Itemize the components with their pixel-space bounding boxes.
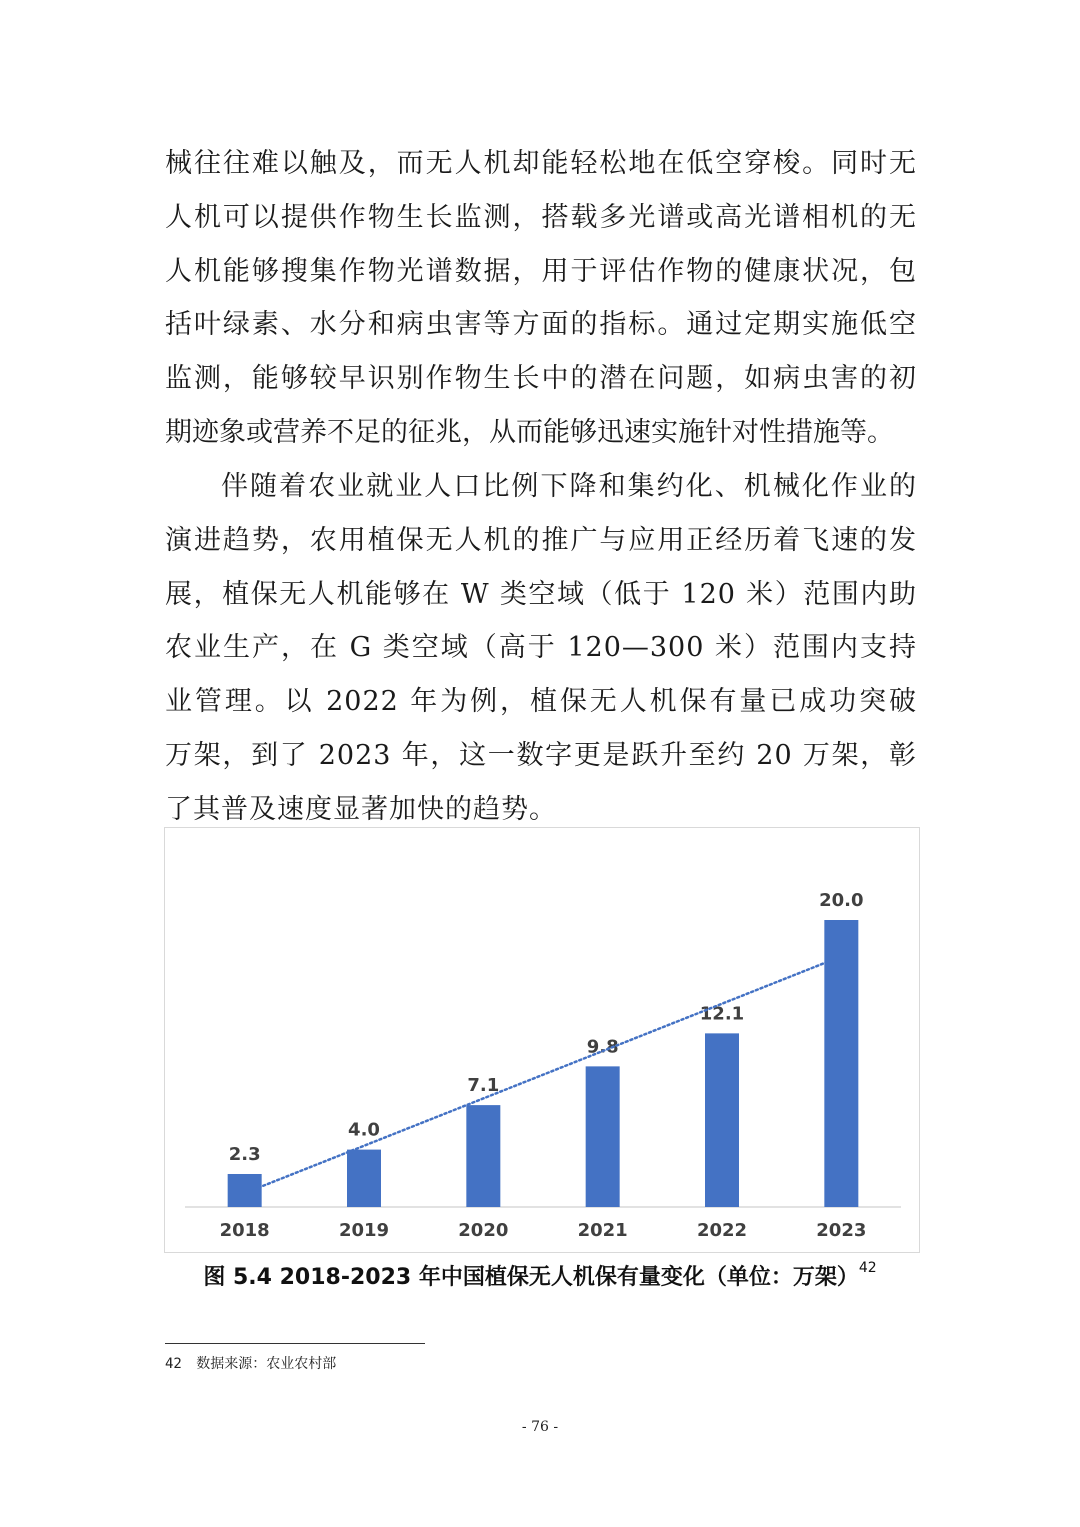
x-tick-label: 2020 bbox=[458, 1220, 509, 1241]
bar-value-label: 4.0 bbox=[348, 1119, 380, 1141]
footnote-number: 42 bbox=[165, 1356, 182, 1372]
text-line: 人机能够搜集作物光谱数据，用于评估作物的健康状况，包 bbox=[165, 255, 917, 287]
text-line: 监测，能够较早识别作物生长中的潜在问题，如病虫害的初 bbox=[165, 363, 917, 395]
bar-value-label: 20.0 bbox=[819, 890, 864, 911]
paragraph-2 bbox=[165, 460, 917, 837]
text-line: 伴随着农业就业人口比例下降和集约化、机械化作业的 bbox=[221, 471, 917, 502]
text-line: 展，植保无人机能够在 W 类空域（低于 120 米）范围内助 bbox=[165, 578, 917, 610]
bar-2018 bbox=[228, 1174, 262, 1207]
paragraph-1 bbox=[165, 137, 917, 460]
bar-value-label: 9.8 bbox=[586, 1036, 619, 1058]
x-tick-label: 2021 bbox=[577, 1220, 628, 1241]
bar-2022 bbox=[705, 1033, 739, 1207]
bar-2019 bbox=[347, 1150, 381, 1207]
bar-value-label: 2.3 bbox=[228, 1143, 261, 1165]
x-tick-label: 2023 bbox=[816, 1220, 867, 1241]
text-line: 农业生产，在 G 类空域（高于 120—300 米）范围内支持 bbox=[165, 632, 917, 664]
figure-caption bbox=[0, 1260, 1080, 1291]
bar-2020 bbox=[466, 1105, 500, 1207]
text-line: 械往往难以触及，而无人机却能轻松地在低空穿梭。同时无 bbox=[165, 148, 917, 179]
text-line: 期迹象或营养不足的征兆，从而能够迅速实施针对性措施等。 bbox=[165, 416, 894, 448]
x-tick-label: 2022 bbox=[696, 1220, 748, 1241]
text-line: 了其普及速度显著加快的趋势。 bbox=[165, 793, 557, 825]
bar-2023 bbox=[824, 920, 858, 1207]
bar-value-label: 12.1 bbox=[699, 1003, 745, 1025]
text-line: 万架，到了 2023 年，这一数字更是跃升至约 20 万架，彰 bbox=[165, 739, 917, 771]
footnote bbox=[165, 1353, 336, 1373]
text-line: 业管理。以 2022 年为例，植保无人机保有量已成功突破 bbox=[165, 686, 917, 718]
text-line: 演进趋势，农用植保无人机的推广与应用正经历着飞速的发 bbox=[165, 524, 917, 556]
trendline bbox=[245, 956, 842, 1193]
x-tick-label: 2018 bbox=[219, 1220, 270, 1241]
text-line: 人机可以提供作物生长监测，搭载多光谱或高光谱相机的无 bbox=[165, 201, 917, 233]
text-line: 括叶绿素、水分和病虫害等方面的指标。通过定期实施低空 bbox=[165, 309, 917, 341]
page-number: - 76 - bbox=[521, 1419, 559, 1435]
bar-value-label: 7.1 bbox=[467, 1075, 500, 1097]
x-tick-label: 2019 bbox=[338, 1220, 390, 1241]
figure-caption-text: 图 5.4 2018-2023 年中国植保无人机保有量变化（单位：万架） bbox=[203, 1265, 859, 1290]
bar-chart bbox=[164, 827, 920, 1253]
footnote-text: 数据来源：农业农村部 bbox=[196, 1356, 337, 1372]
bar-2021 bbox=[586, 1066, 620, 1207]
footnote-ref: 42 bbox=[858, 1259, 877, 1276]
footnote-divider bbox=[165, 1343, 425, 1344]
bar-chart-svg bbox=[165, 828, 921, 1254]
